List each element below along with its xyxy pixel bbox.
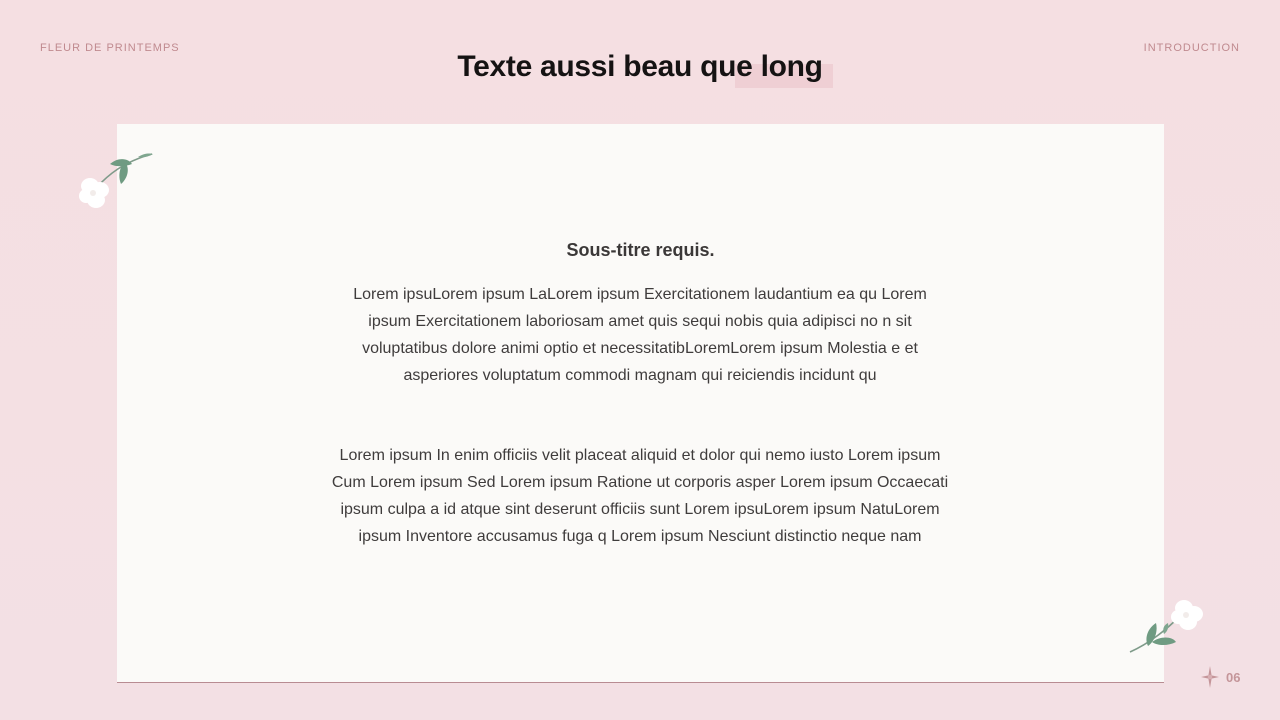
page-number-group xyxy=(1200,665,1240,689)
flower-sprig-icon xyxy=(1128,598,1208,658)
content-card xyxy=(117,124,1164,683)
sparkle-icon xyxy=(1200,665,1220,689)
paragraph-1: Lorem ipsuLorem ipsum LaLorem ipsum Exercitationem laudantium ea qu Lorem ipsum Exercitationem laboriosam amet quis sequi nobis quia adipisci no n sit voluptatibus dolore animi optio et necessitatibLoremLorem ipsum Molestia e et asperiores voluptatum commodi magnam qui reiciendis incidunt qu xyxy=(353,286,927,384)
slide-title: Texte aussi beau que long xyxy=(457,50,823,83)
flower-sprig-icon xyxy=(78,150,158,210)
section-label-left: FLEUR DE PRINTEMPS xyxy=(40,42,180,54)
page-number: 06 xyxy=(1226,669,1241,685)
paragraph-2: Lorem ipsum In enim officiis velit placeat aliquid et dolor qui nemo iusto Lorem ipsum Cum Lorem ipsum Sed Lorem ipsum Ratione ut corporis asper Lorem ipsum Occaecati ipsum culpa a id atque sint deserunt officiis sunt Lorem ipsuLorem ipsum NatuLorem ipsum Inventore accusamus fuga q Lorem ipsum Nesciunt distinctio neque nam xyxy=(331,447,949,545)
section-label-right: INTRODUCTION xyxy=(1143,42,1240,54)
title-container xyxy=(0,50,1280,84)
slide-subtitle: Sous-titre requis. xyxy=(566,240,715,260)
